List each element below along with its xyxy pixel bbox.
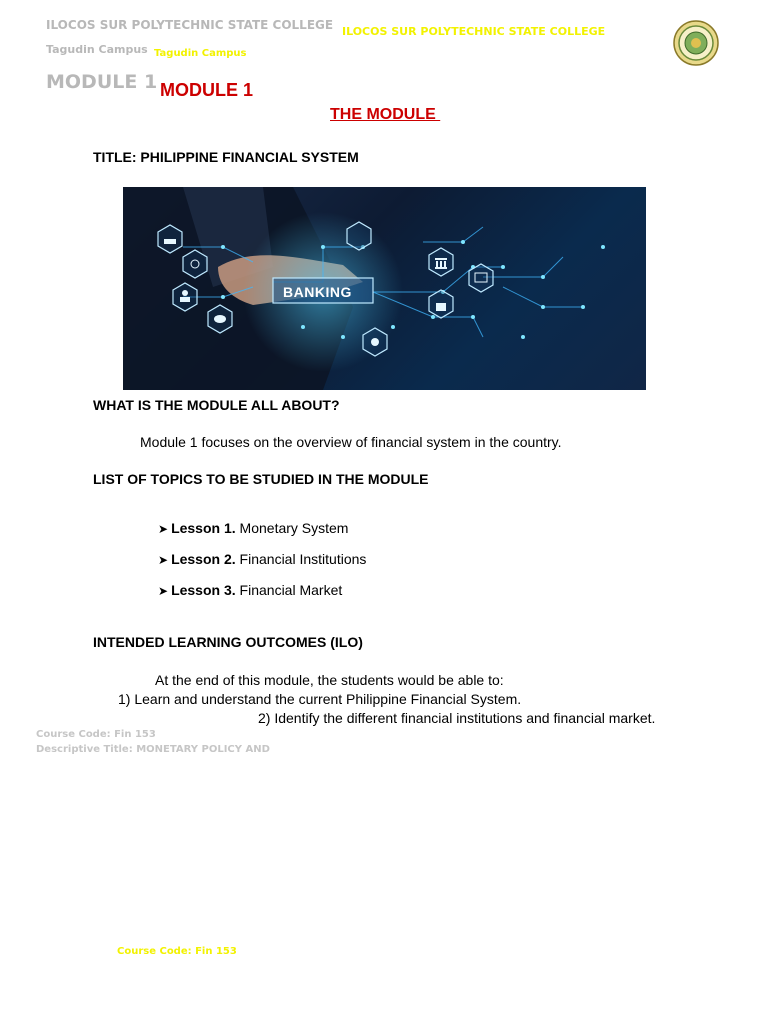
course-code-yellow: Course Code: Fin 153 <box>117 946 237 957</box>
about-heading: WHAT IS THE MODULE ALL ABOUT? <box>93 397 340 413</box>
arrow-bullet-icon: ➤ <box>158 553 169 567</box>
module-heading: MODULE 1 <box>160 80 254 100</box>
ilo-intro: At the end of this module, the students would be able to: <box>155 672 504 688</box>
banking-banner-image <box>123 187 646 390</box>
college-name-yellow: ILOCOS SUR POLYTECHNIC STATE COLLEGE <box>342 25 606 38</box>
campus-name-ghost: Tagudin Campus <box>46 43 148 56</box>
section-title: THE MODULE <box>330 106 441 123</box>
arrow-bullet-icon: ➤ <box>158 584 169 598</box>
college-seal-logo <box>673 20 719 66</box>
banner-label: BANKING <box>283 284 352 300</box>
list-item: ➤ Lesson 3. Financial Market <box>158 582 343 598</box>
list-item: ➤ Lesson 1. Monetary System <box>158 520 349 536</box>
campus-name-yellow: Tagudin Campus <box>154 48 247 59</box>
descriptive-title-ghost: Descriptive Title: MONETARY POLICY AND <box>36 744 270 755</box>
ilo-outcome-2: 2) Identify the different financial institutions and financial market. <box>258 710 656 726</box>
topics-heading: LIST OF TOPICS TO BE STUDIED IN THE MODULE <box>93 471 429 487</box>
arrow-bullet-icon: ➤ <box>158 522 169 536</box>
module-title: TITLE: PHILIPPINE FINANCIAL SYSTEM <box>93 149 359 165</box>
list-item: ➤ Lesson 2. Financial Institutions <box>158 551 367 567</box>
course-code-ghost: Course Code: Fin 153 <box>36 729 156 740</box>
ilo-outcome-1: 1) Learn and understand the current Philippine Financial System. <box>118 691 522 707</box>
ilo-heading: INTENDED LEARNING OUTCOMES (ILO) <box>93 634 363 650</box>
about-text: Module 1 focuses on the overview of financial system in the country. <box>140 434 562 450</box>
module-heading-ghost: MODULE 1 <box>46 71 158 93</box>
college-name-ghost: ILOCOS SUR POLYTECHNIC STATE COLLEGE <box>46 18 334 32</box>
